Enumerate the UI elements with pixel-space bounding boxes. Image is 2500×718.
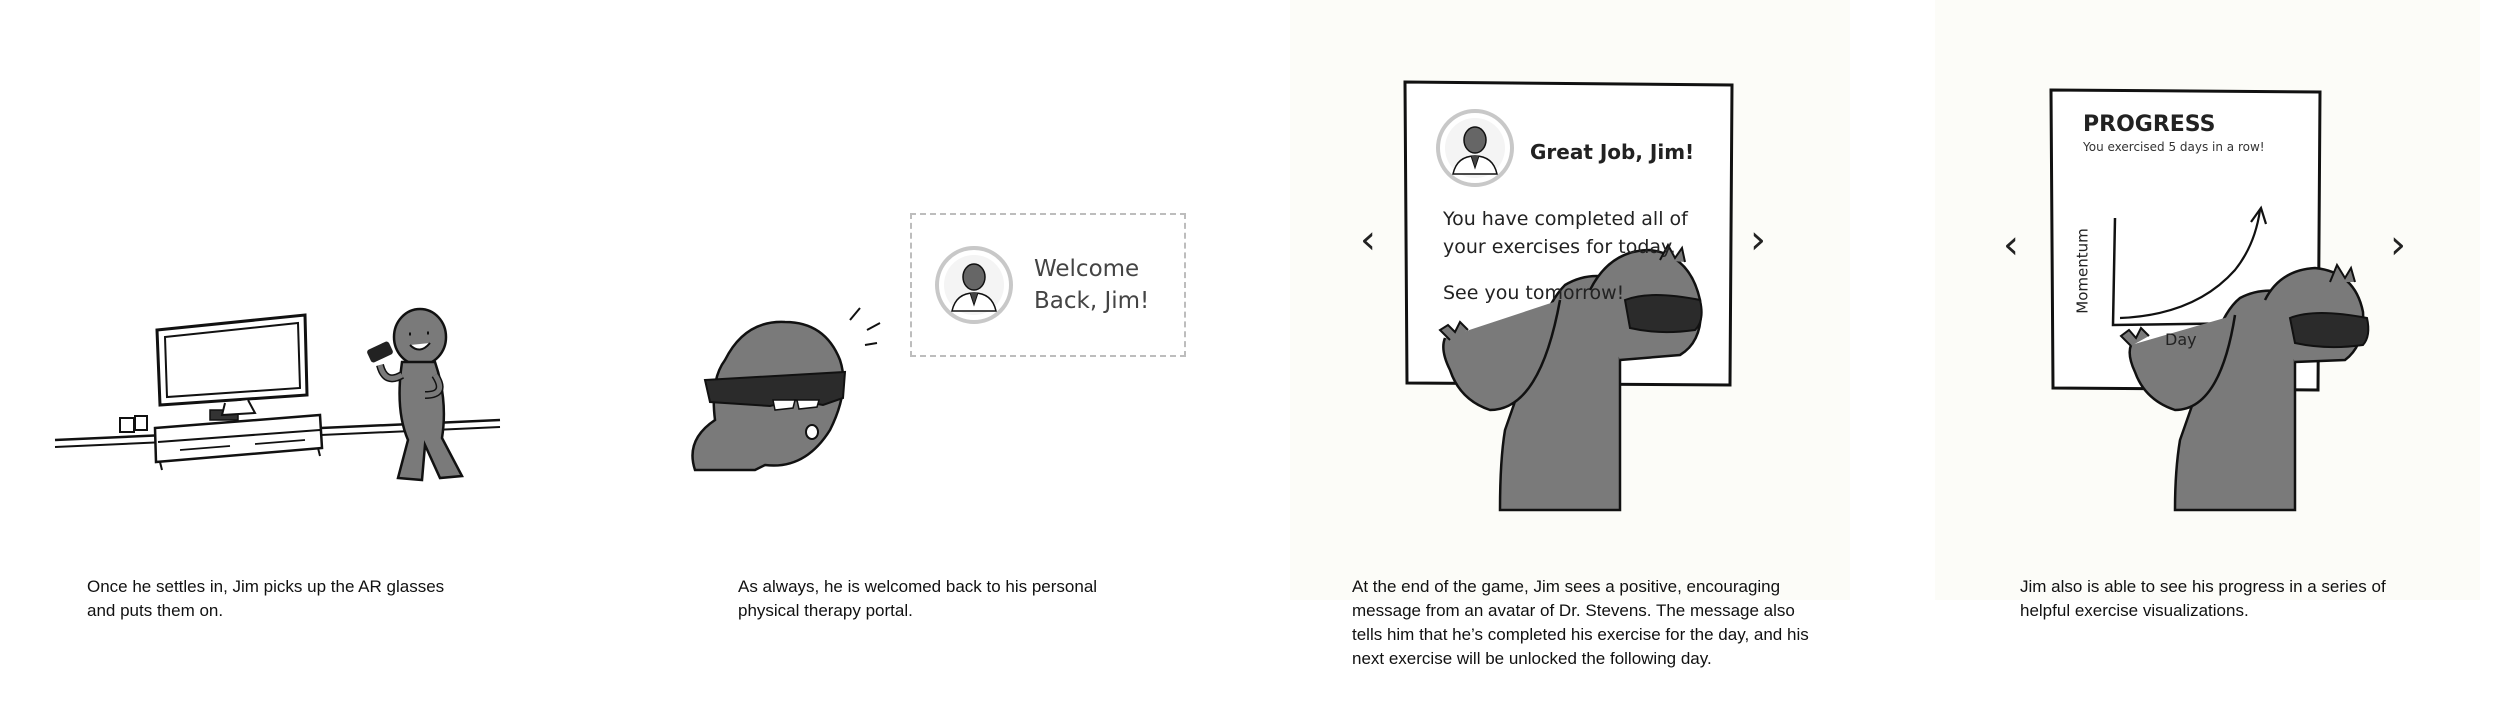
completion-message: You have completed all of your exercises for today. — [1443, 208, 1688, 258]
panel-1-caption: Once he settles in, Jim picks up the AR glasses and puts them on. — [87, 577, 445, 620]
doctor-avatar — [934, 245, 1014, 325]
tv-icon — [157, 315, 307, 415]
panel-4-caption: Jim also is able to see his progress in a series of helpful exercise visualizations. — [2020, 577, 2386, 620]
panel-2 — [655, 0, 1255, 620]
x-axis-label: Day — [2165, 330, 2197, 349]
see-you-message: See you tomorrow! — [1443, 282, 1625, 304]
jim-character — [366, 309, 462, 480]
tv-stand — [155, 410, 322, 470]
welcome-card — [910, 213, 1186, 357]
welcome-message: Welcome Back, Jim! — [1034, 256, 1150, 314]
congrats-title: Great Job, Jim! — [1530, 140, 1695, 164]
panel-4-illustration — [1935, 0, 2480, 600]
next-arrow-icon[interactable]: › — [2390, 222, 2406, 268]
y-axis-label: Momentum — [2073, 228, 2092, 314]
progress-title: PROGRESS — [2083, 112, 2216, 137]
panel-3-caption: At the end of the game, Jim sees a positive, encouraging message from an avatar of Dr. Stevens. The message also tells him that he’s completed his exercise for the day, and his next exercise will be unlocked the following day. — [1352, 577, 1809, 668]
panel-1-illustration — [30, 0, 630, 600]
prev-arrow-icon[interactable]: ‹ — [2003, 222, 2019, 268]
prev-arrow-icon[interactable]: ‹ — [1360, 217, 1376, 263]
jim-with-ar-glasses — [693, 308, 881, 470]
panel-2-caption: As always, he is welcomed back to his personal physical therapy portal. — [738, 577, 1098, 620]
panel-1 — [30, 0, 630, 620]
panel-4 — [1935, 0, 2480, 620]
wall-socket — [120, 418, 134, 432]
progress-subtitle: You exercised 5 days in a row! — [2083, 140, 2265, 154]
next-arrow-icon[interactable]: › — [1750, 217, 1766, 263]
doctor-avatar — [1435, 108, 1515, 188]
panel-3 — [1290, 0, 1850, 668]
